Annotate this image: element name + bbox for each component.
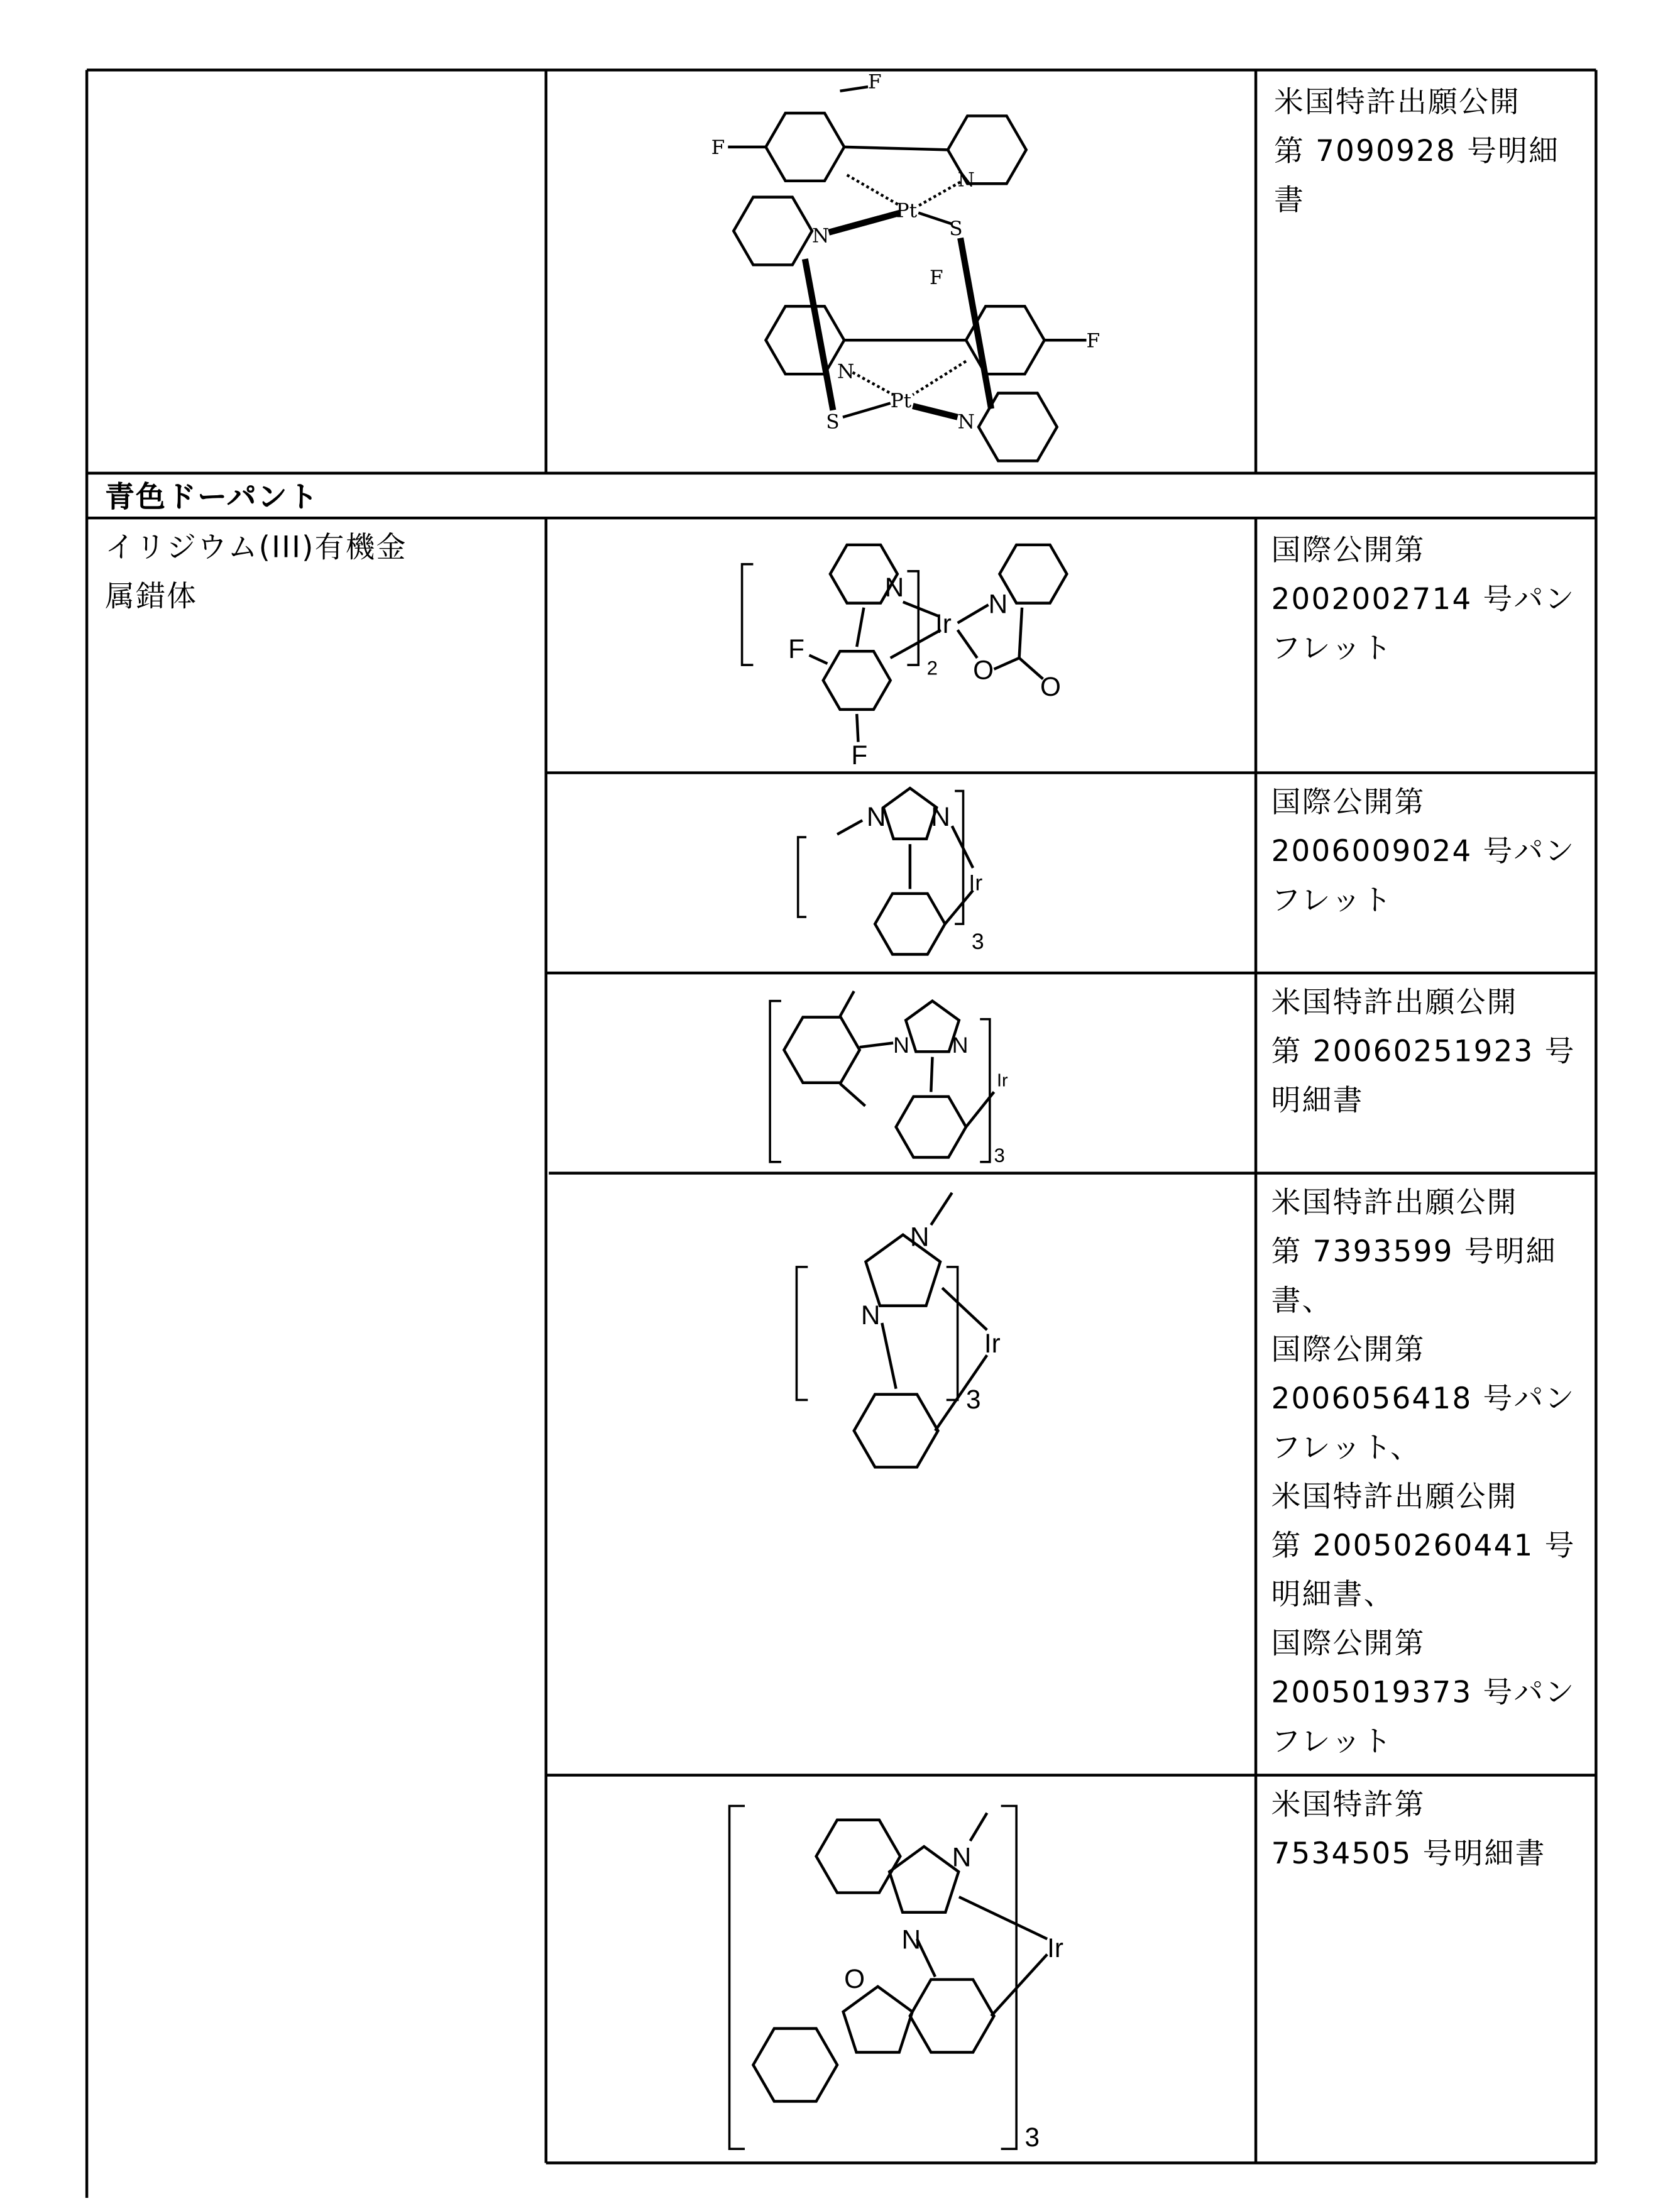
atom-label: N xyxy=(861,1300,881,1330)
bracket xyxy=(730,1806,745,2149)
section-header-blue-dopant: 青色ドーパント xyxy=(105,473,319,522)
bond-line xyxy=(857,714,858,742)
bond-line xyxy=(918,213,952,224)
ring-bond-outline xyxy=(910,1980,994,2053)
atom-label: N xyxy=(952,1842,972,1872)
bond-line xyxy=(840,1084,865,1106)
atom-label: Ir xyxy=(969,870,982,896)
atom-label: N xyxy=(910,1222,930,1251)
ring-bond-outline xyxy=(906,1001,959,1052)
bond-line xyxy=(970,1813,987,1841)
reference-text: 米国特許第 7534505 号明細書 xyxy=(1271,1780,1546,1879)
patent-page xyxy=(0,0,1680,2210)
bond-line xyxy=(840,87,869,91)
ring-bond-outline xyxy=(999,545,1067,603)
bond-line xyxy=(840,991,854,1016)
bracket xyxy=(980,1019,990,1162)
bond-line xyxy=(844,147,948,150)
atom-label: O xyxy=(844,1964,865,1994)
ring-bond-outline xyxy=(766,306,844,374)
bond-line xyxy=(958,605,989,623)
reference-text: 国際公開第 2002002714 号パン フレット xyxy=(1271,527,1576,674)
structure-ir-benzimidazole-dibenzofuran xyxy=(730,1806,1064,2151)
bond-line xyxy=(913,406,957,417)
ring-bond-outline xyxy=(816,1820,901,1893)
ring-bond-outline xyxy=(854,1395,938,1468)
ring-bond-outline xyxy=(884,788,937,839)
atom-label: N xyxy=(931,802,950,831)
bracket xyxy=(947,1267,958,1400)
ring-bond-outline xyxy=(843,1987,913,2053)
bond-line xyxy=(837,820,862,834)
bond-line xyxy=(843,403,891,417)
atom-label: 3 xyxy=(994,1144,1005,1166)
bond-line xyxy=(918,182,960,206)
bond-line xyxy=(960,238,991,409)
atom-label: F xyxy=(711,136,725,159)
atom-label: N xyxy=(867,802,886,831)
bracket xyxy=(770,1001,781,1162)
structure-ir-picolinate xyxy=(742,545,1067,770)
bracket xyxy=(798,837,806,917)
bond-line xyxy=(931,1057,932,1092)
ring-bond-outline xyxy=(896,1097,966,1158)
atom-label: N xyxy=(902,1925,921,1955)
structure-pt-dimer xyxy=(711,70,1101,461)
bond-line xyxy=(882,1323,896,1389)
bond-line xyxy=(942,1288,987,1330)
category-label: イリジウム(III)有機金 属錯体 xyxy=(105,524,407,622)
atom-label: S xyxy=(949,217,962,240)
structure-ir-imidazole-2 xyxy=(770,991,1008,1166)
atom-label: Pt xyxy=(896,199,918,222)
reference-text: 国際公開第 2006009024 号パン フレット xyxy=(1271,778,1576,925)
atom-label: F xyxy=(1087,329,1101,352)
atom-label: 2 xyxy=(927,657,938,679)
atom-label: O xyxy=(973,655,994,684)
atom-label: N xyxy=(952,1033,969,1058)
atom-label: 3 xyxy=(972,929,984,954)
bond-line xyxy=(931,1193,952,1225)
atom-label: Ir xyxy=(984,1329,1001,1358)
bracket xyxy=(907,571,918,665)
atom-label: N xyxy=(893,1033,909,1058)
bond-line xyxy=(857,608,864,647)
atom-label: N xyxy=(837,360,854,383)
ring-bond-outline xyxy=(733,197,812,265)
bracket xyxy=(1001,1806,1017,2149)
atom-label: Ir xyxy=(935,609,952,639)
atom-label: S xyxy=(826,411,839,434)
atom-label: N xyxy=(958,168,975,191)
atom-label: 3 xyxy=(966,1385,981,1414)
bond-line xyxy=(945,891,974,924)
bond-line xyxy=(994,658,1019,669)
bond-line xyxy=(805,259,833,410)
bond-line xyxy=(959,1897,1047,1939)
atom-label: Pt xyxy=(891,390,912,412)
atom-label: N xyxy=(989,590,1008,619)
bond-line xyxy=(860,1043,893,1047)
ring-bond-outline xyxy=(753,2029,837,2102)
bond-line xyxy=(847,175,901,206)
bond-line xyxy=(829,213,901,233)
bond-line xyxy=(913,361,966,395)
ring-bond-outline xyxy=(875,894,945,955)
bracket xyxy=(796,1267,808,1400)
ring-bond-outline xyxy=(784,1018,859,1083)
bond-line xyxy=(809,655,827,663)
atom-label: O xyxy=(1040,672,1061,701)
atom-label: N xyxy=(812,224,829,247)
atom-label: F xyxy=(788,634,804,664)
bond-line xyxy=(958,630,977,658)
atom-label: N xyxy=(958,411,975,434)
bond-line xyxy=(853,373,894,395)
atom-label: F xyxy=(851,740,867,770)
atom-label: F xyxy=(868,70,882,93)
ring-bond-outline xyxy=(823,651,891,710)
atom-label: N xyxy=(885,573,904,602)
structure-ir-imidazole-3 xyxy=(796,1193,1000,1468)
bond-line xyxy=(991,1955,1047,2016)
structure-ir-imidazole-1 xyxy=(798,788,984,954)
atom-label: F xyxy=(930,266,943,289)
atom-label: Ir xyxy=(1047,1933,1063,1963)
ring-bond-outline xyxy=(766,113,844,181)
atom-label: Ir xyxy=(997,1071,1008,1091)
atom-label: 3 xyxy=(1025,2122,1040,2152)
bond-line xyxy=(891,630,941,658)
bond-line xyxy=(903,602,938,616)
bond-line xyxy=(1019,608,1022,658)
reference-text: 米国特許出願公開 第 20060251923 号 明細書 xyxy=(1271,979,1576,1126)
bond-line xyxy=(1019,658,1043,679)
reference-text: 米国特許出願公開 第 7393599 号明細 書、 国際公開第 2006056418 号パン フレット、 米国特許出願公開 第 20050260441 号 明細書、 国際公開第 2005019373 号パン フレット xyxy=(1271,1179,1576,1767)
reference-text: 米国特許出願公開 第 7090928 号明細 書 xyxy=(1274,79,1559,226)
bracket xyxy=(742,564,754,665)
